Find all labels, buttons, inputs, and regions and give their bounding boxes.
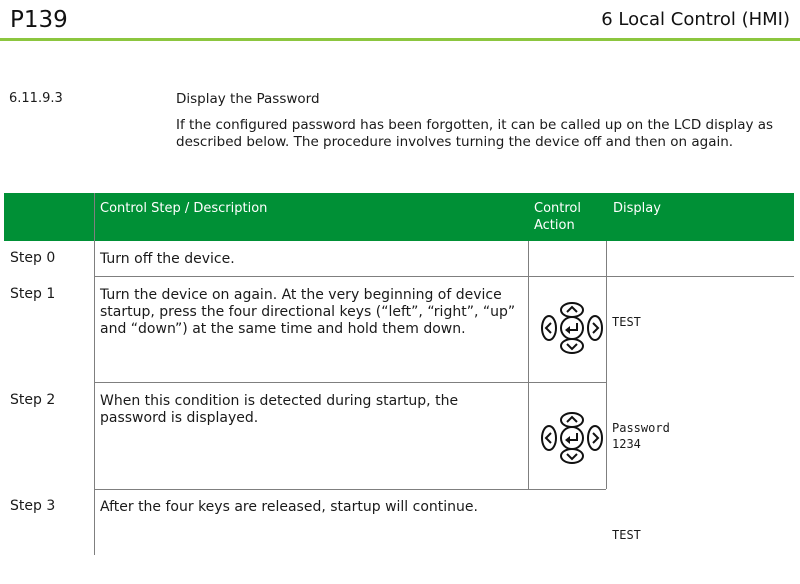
column-divider [528,241,529,489]
page-header [0,0,800,40]
step-label: Step 1 [10,286,56,302]
step-label: Step 3 [10,498,56,514]
step-description: Turn the device on again. At the very beginning of device startup, press the four directional keys (“left”, “right”, “up” and “down”) at the same time and hold them down. [100,287,516,337]
step-description: When this condition is detected during startup, the password is displayed. [100,393,459,426]
row-divider [94,382,606,383]
display-line: TEST [612,315,641,329]
step-description: Turn off the device. [100,251,235,267]
display-line: TEST [612,528,641,542]
row-divider [94,489,606,490]
step-label: Step 0 [10,250,56,266]
directional-keypad-icon [537,297,607,359]
document-id: P139 [10,7,68,33]
column-header-description: Control Step / Description [100,201,268,216]
section-number: 6.11.9.3 [9,91,63,106]
display-line: 1234 [612,437,641,451]
column-divider [94,193,95,555]
step-description: After the four keys are released, startup will continue. [100,499,478,515]
table-header [4,193,794,241]
step-label: Step 2 [10,392,56,408]
display-line: Password [612,421,670,435]
row-divider [94,276,794,277]
column-header-display: Display [613,201,661,216]
chapter-title: 6 Local Control (HMI) [601,9,790,30]
section-title: Display the Password [176,91,320,107]
directional-keypad-icon [537,407,607,469]
section-intro: If the configured password has been forgotten, it can be called up on the LCD display as described below. The procedure involves turning the device off and then on again. [176,117,774,150]
column-header-action: Control Action [534,201,581,233]
header-divider [0,38,800,41]
